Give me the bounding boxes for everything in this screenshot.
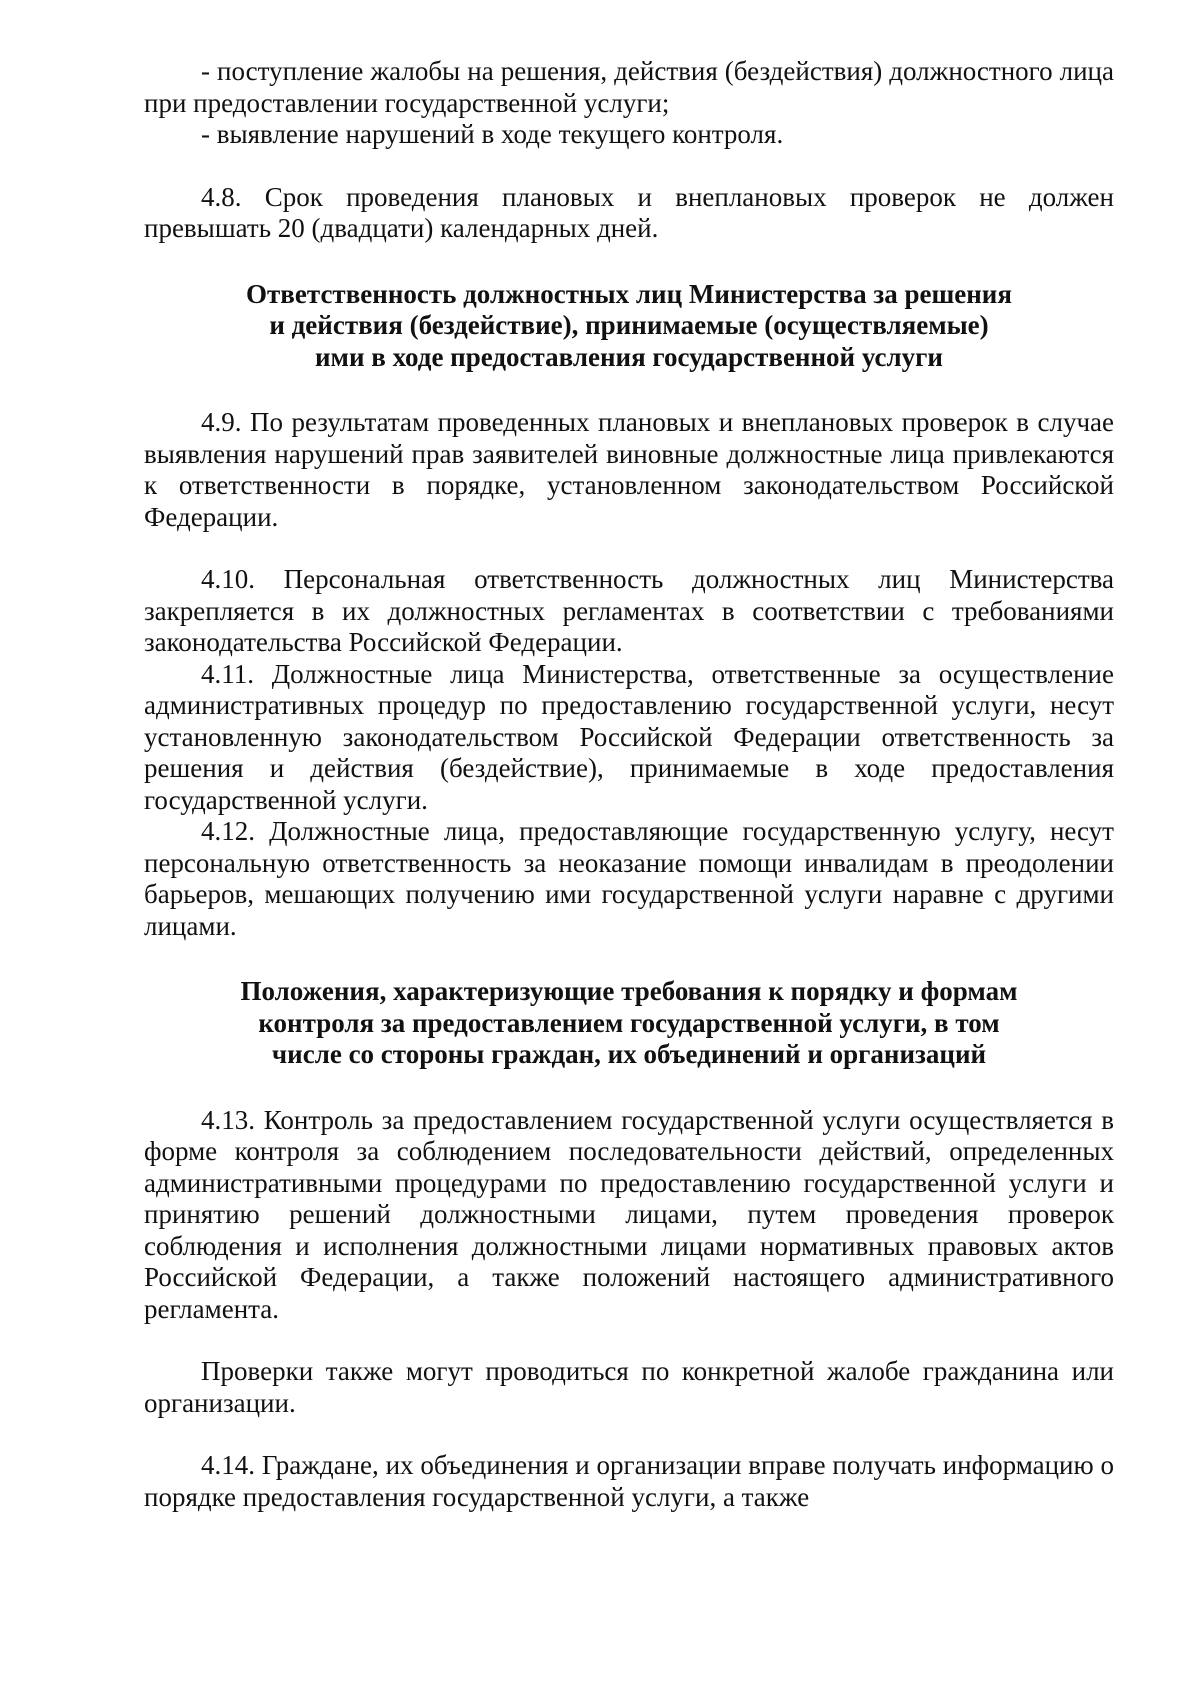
paragraph-4-12: 4.12. Должностные лица, предоставляющие государственную услугу, несут персональную ответственность за неоказание помощи инвалидам в преодолении барьеров, мешающих получению ими государственной услуги наравне с другими лицами. xyxy=(144,816,1114,941)
paragraph-4-8: 4.8. Срок проведения плановых и внеплановых проверок не должен превышать 20 (двадцати) календарных дней. xyxy=(144,181,1114,243)
heading-line: числе со стороны граждан, их объединений и организаций xyxy=(271,1039,987,1069)
heading-line: Положения, характеризующие требования к порядку и формам xyxy=(240,976,1018,1006)
paragraph-4-11: 4.11. Должностные лица Министерства, ответственные за осуществление административных процедур по предоставлению государственной услуги, несут установленную законодательством Российской Федерации ответственность за решения и действия (бездействие), принимаемые в ходе предоставления государственной услуги. xyxy=(144,658,1114,815)
heading-line: ими в ходе предоставления государственной услуги xyxy=(315,341,943,372)
heading-line: и действия (бездействие), принимаемые (осуществляемые) xyxy=(269,310,989,340)
section-heading-control xyxy=(144,976,1114,1071)
paragraph-violations: - выявление нарушений в ходе текущего контроля. xyxy=(201,119,784,149)
document-page xyxy=(144,56,1114,1513)
paragraph-4-10: 4.10. Персональная ответственность должностных лиц Министерства закрепляется в их должностных регламентах в соответствии с требованиями законодательства Российской Федерации. xyxy=(144,564,1114,657)
paragraph-4-13: 4.13. Контроль за предоставлением государственной услуги осуществляется в форме контроля за соблюдением последовательности действий, определенных административными процедурами по предоставлению государственной услуги и принятию решений должностными лицами, путем проведения проверок соблюдения и исполнения должностными лицами нормативных правовых актов Российской Федерации, а также положений настоящего административного регламента. xyxy=(144,1104,1114,1324)
paragraph-complaint: - поступление жалобы на решения, действия (бездействия) должностного лица при предоставлении государственной услуги; xyxy=(144,56,1114,118)
paragraph-4-14: 4.14. Граждане, их объединения и организации вправе получать информацию о порядке предоставления государственной услуги, а также xyxy=(144,1450,1114,1512)
heading-line: Ответственность должностных лиц Министерства за решения xyxy=(246,278,1012,309)
paragraph-4-9: 4.9. По результатам проведенных плановых и внеплановых проверок в случае выявления нарушений прав заявителей виновные должностные лица привлекаются к ответственности в порядке, установленном законодательством Российской Федерации. xyxy=(144,407,1114,532)
section-heading-responsibility xyxy=(144,279,1114,374)
heading-line: контроля за предоставлением государственной услуги, в том xyxy=(258,1007,1000,1038)
paragraph-checks: Проверки также могут проводиться по конкретной жалобе гражданина или организации. xyxy=(144,1356,1114,1418)
